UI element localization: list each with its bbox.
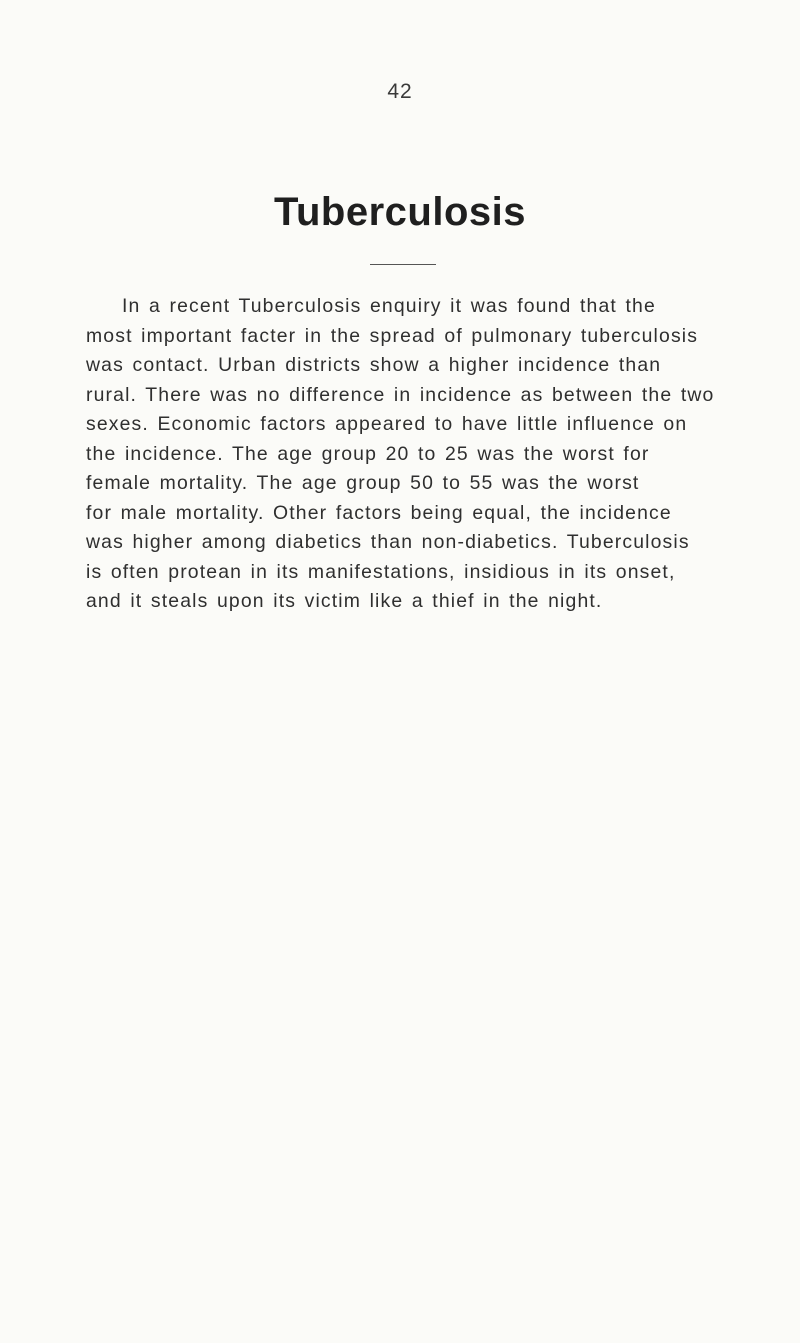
paragraph-line-3: was contact. Urban districts show a higher incidence than	[86, 354, 662, 376]
paragraph-line-2: most important facter in the spread of pulmonary tuberculosis	[86, 324, 699, 347]
body-paragraph	[86, 292, 726, 617]
paragraph-line-9: was higher among diabetics than non-diabetics. Tuberculosis	[86, 531, 690, 553]
paragraph-line-1: In a recent Tuberculosis enquiry it was found that the	[122, 295, 656, 317]
paragraph-line-10: is often protean in its manifestations, insidious in its onset,	[86, 560, 676, 583]
paragraph-line-6: the incidence. The age group 20 to 25 was the worst for	[86, 442, 650, 465]
title-divider	[370, 264, 436, 265]
page-title: Tuberculosis	[274, 190, 526, 234]
paragraph-line-8: for male mortality. Other factors being equal, the incidence	[86, 501, 672, 524]
paragraph-line-4: rural. There was no difference in incidence as between the two	[86, 383, 715, 406]
paragraph-line-5: sexes. Economic factors appeared to have little influence on	[86, 413, 688, 435]
paragraph-line-11: and it steals upon its victim like a thief in the night.	[86, 590, 603, 612]
page-number: 42	[387, 80, 413, 103]
paragraph-line-7: female mortality. The age group 50 to 55 was the worst	[86, 472, 640, 494]
